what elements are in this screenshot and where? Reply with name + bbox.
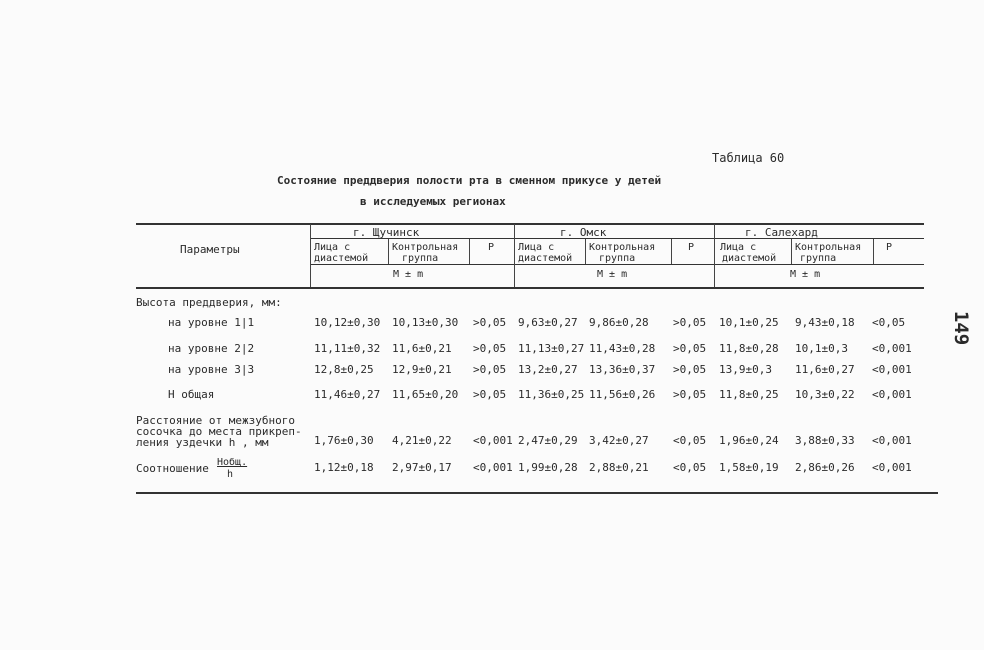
subheader-underline: [310, 264, 924, 265]
params-header: Параметры: [180, 243, 240, 256]
cell: 10,12±0,30: [314, 316, 381, 329]
cell: 10,3±0,22: [795, 388, 855, 401]
row-label: Н общая: [168, 388, 215, 401]
cell: <0,001: [872, 461, 912, 474]
group-diastema: Лица с: [314, 242, 351, 253]
row-label: на уровне 1|1: [168, 316, 255, 329]
header-divider: [469, 239, 470, 264]
group-diastema: диастемой: [314, 253, 369, 264]
row-label: ления уздечки h , мм: [136, 436, 269, 449]
cell: 11,6±0,27: [795, 363, 855, 376]
cell: 2,86±0,26: [795, 461, 855, 474]
region-header: г. Салехард: [745, 226, 818, 239]
table-title-line2: в исследуемых регионах: [360, 195, 506, 208]
cell: 13,2±0,27: [518, 363, 578, 376]
cell: >0,05: [673, 342, 707, 355]
cell: >0,05: [473, 388, 507, 401]
cell: >0,05: [673, 388, 707, 401]
ratio-numerator: Нобщ.: [217, 457, 248, 468]
cell: 2,88±0,21: [589, 461, 649, 474]
cell: 11,56±0,26: [589, 388, 656, 401]
cell: 10,1±0,3: [795, 342, 848, 355]
mean-header: М ± m: [790, 269, 821, 280]
header-divider: [671, 239, 672, 264]
cell: <0,05: [673, 461, 707, 474]
cell: <0,001: [473, 461, 513, 474]
cell: >0,05: [473, 342, 507, 355]
row-label: Высота преддверия, мм:: [136, 296, 282, 309]
p-header: Р: [488, 242, 495, 253]
ratio-denominator: h: [227, 469, 234, 480]
cell: >0,05: [473, 316, 507, 329]
row-label: на уровне 2|2: [168, 342, 255, 355]
group-control: группа: [599, 253, 636, 264]
group-diastema: Лица с: [720, 242, 757, 253]
group-control: Контрольная: [795, 242, 862, 253]
cell: 11,8±0,25: [719, 388, 779, 401]
group-control: группа: [800, 253, 837, 264]
group-control: Контрольная: [589, 242, 656, 253]
cell: >0,05: [673, 363, 707, 376]
cell: 1,76±0,30: [314, 434, 374, 447]
cell: 9,86±0,28: [589, 316, 649, 329]
group-control: Контрольная: [392, 242, 459, 253]
header-divider: [585, 239, 586, 264]
cell: 1,96±0,24: [719, 434, 779, 447]
cell: 3,42±0,27: [589, 434, 649, 447]
cell: 4,21±0,22: [392, 434, 452, 447]
header-divider: [791, 239, 792, 264]
p-header: Р: [688, 242, 695, 253]
cell: 13,36±0,37: [589, 363, 656, 376]
cell: <0,001: [872, 388, 912, 401]
header-bottom-rule: [136, 287, 924, 289]
cell: 13,9±0,3: [719, 363, 772, 376]
table-label: Таблица 60: [712, 151, 785, 165]
group-control: группа: [402, 253, 439, 264]
cell: <0,001: [872, 363, 912, 376]
group-diastema: Лица с: [518, 242, 555, 253]
table-bottom-rule: [136, 492, 938, 494]
cell: 9,63±0,27: [518, 316, 578, 329]
cell: 11,46±0,27: [314, 388, 381, 401]
cell: 10,13±0,30: [392, 316, 459, 329]
header-divider: [873, 239, 874, 264]
header-divider: [310, 224, 311, 287]
cell: <0,001: [473, 434, 513, 447]
table-top-rule: [136, 223, 924, 225]
cell: 3,88±0,33: [795, 434, 855, 447]
cell: <0,05: [872, 316, 906, 329]
region-header: г. Омск: [560, 226, 607, 239]
cell: 11,43±0,28: [589, 342, 656, 355]
cell: 1,99±0,28: [518, 461, 578, 474]
cell: 10,1±0,25: [719, 316, 779, 329]
cell: 9,43±0,18: [795, 316, 855, 329]
mean-header: М ± m: [393, 269, 424, 280]
cell: <0,001: [872, 342, 912, 355]
cell: <0,001: [872, 434, 912, 447]
cell: 11,8±0,28: [719, 342, 779, 355]
cell: 11,65±0,20: [392, 388, 459, 401]
mean-header: М ± m: [597, 269, 628, 280]
cell: >0,05: [673, 316, 707, 329]
row-label: Соотношение: [136, 462, 209, 475]
header-divider: [714, 224, 715, 287]
region-header: г. Щучинск: [353, 226, 420, 239]
row-label: на уровне 3|3: [168, 363, 255, 376]
cell: 2,97±0,17: [392, 461, 452, 474]
cell: 12,9±0,21: [392, 363, 452, 376]
row-label: сосочка до места прикреп-: [136, 425, 302, 438]
cell: <0,05: [673, 434, 707, 447]
cell: 1,12±0,18: [314, 461, 374, 474]
page-number: 149: [950, 310, 973, 346]
cell: 2,47±0,29: [518, 434, 578, 447]
row-label: Расстояние от межзубного: [136, 414, 295, 427]
cell: 11,6±0,21: [392, 342, 452, 355]
cell: >0,05: [473, 363, 507, 376]
cell: 11,11±0,32: [314, 342, 381, 355]
group-diastema: диастемой: [518, 253, 573, 264]
cell: 11,36±0,25: [518, 388, 585, 401]
cell: 11,13±0,27: [518, 342, 585, 355]
header-divider: [514, 224, 515, 287]
group-diastema: диастемой: [722, 253, 777, 264]
cell: 12,8±0,25: [314, 363, 374, 376]
table-title: Состояние преддверия полости рта в сменном прикусе у детей: [277, 174, 662, 187]
cell: 1,58±0,19: [719, 461, 779, 474]
header-divider: [388, 239, 389, 264]
p-header: Р: [886, 242, 893, 253]
